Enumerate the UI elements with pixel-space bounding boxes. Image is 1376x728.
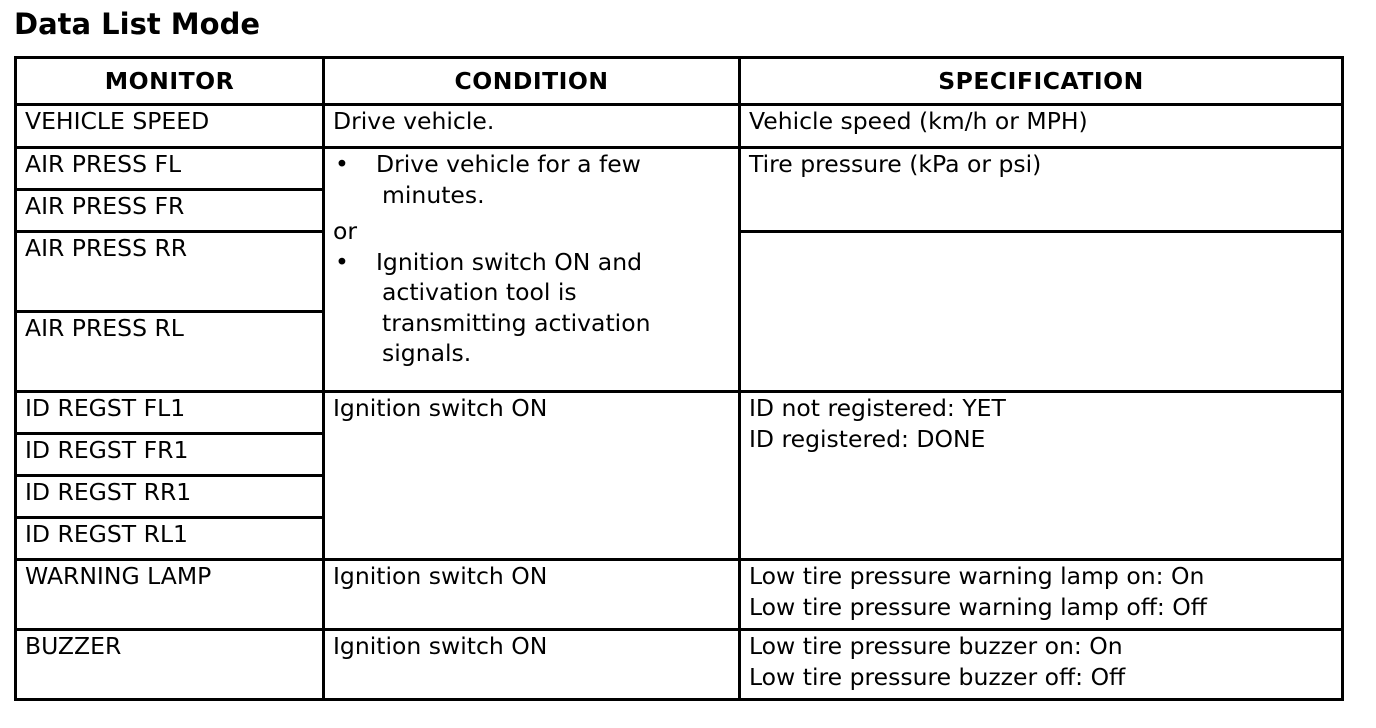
header-monitor: MONITOR <box>16 58 324 105</box>
condition-text: signals. <box>382 339 472 367</box>
spec-text: Low tire pressure buzzer on: On <box>749 632 1123 660</box>
spec-air-press-blank <box>740 232 1343 392</box>
condition-vehicle-speed: Drive vehicle. <box>324 105 740 148</box>
spec-warning-lamp <box>740 560 1343 630</box>
monitor-air-press-fr: AIR PRESS FR <box>16 190 324 232</box>
monitor-id-regst-rr1: ID REGST RR1 <box>16 476 324 518</box>
condition-text: minutes. <box>382 180 485 209</box>
bullet-icon: • <box>335 150 349 178</box>
monitor-air-press-rl: AIR PRESS RL <box>16 312 324 392</box>
condition-text: transmitting activation <box>382 308 651 337</box>
condition-text: activation tool is <box>382 278 577 306</box>
monitor-buzzer: BUZZER <box>16 630 324 700</box>
header-condition: CONDITION <box>324 58 740 105</box>
monitor-warning-lamp: WARNING LAMP <box>16 560 324 630</box>
condition-list <box>333 247 730 369</box>
table-row <box>16 630 1343 700</box>
monitor-air-press-fl: AIR PRESS FL <box>16 148 324 190</box>
spec-id-regst <box>740 392 1343 560</box>
spec-text: ID not registered: YET <box>749 394 1006 422</box>
condition-or: or <box>333 217 358 245</box>
condition-air-press <box>324 148 740 392</box>
header-specification: SPECIFICATION <box>740 58 1343 105</box>
condition-buzzer: Ignition switch ON <box>324 630 740 700</box>
bullet-icon: • <box>335 247 349 276</box>
monitor-id-regst-fl1: ID REGST FL1 <box>16 392 324 434</box>
monitor-air-press-rr: AIR PRESS RR <box>16 232 324 312</box>
list-item <box>333 149 730 210</box>
spec-text: Low tire pressure warning lamp on: On <box>749 562 1205 590</box>
table-header-row <box>16 58 1343 105</box>
spec-text: Low tire pressure buzzer off: Off <box>749 662 1126 691</box>
condition-list <box>333 149 730 210</box>
spec-text: ID registered: DONE <box>749 424 986 453</box>
list-item <box>333 247 730 369</box>
table-row <box>16 148 1343 190</box>
condition-warning-lamp: Ignition switch ON <box>324 560 740 630</box>
monitor-id-regst-fr1: ID REGST FR1 <box>16 434 324 476</box>
condition-text: Ignition switch ON and <box>376 247 643 276</box>
monitor-vehicle-speed: VEHICLE SPEED <box>16 105 324 148</box>
data-list-table <box>14 56 1344 701</box>
monitor-id-regst-rl1: ID REGST RL1 <box>16 518 324 560</box>
table-row <box>16 392 1343 434</box>
page-title: Data List Mode <box>14 7 261 41</box>
spec-vehicle-speed: Vehicle speed (km/h or MPH) <box>740 105 1343 148</box>
spec-air-press: Tire pressure (kPa or psi) <box>740 148 1343 232</box>
table-row <box>16 105 1343 148</box>
spec-buzzer <box>740 630 1343 700</box>
spec-text: Low tire pressure warning lamp off: Off <box>749 592 1207 621</box>
condition-id-regst: Ignition switch ON <box>324 392 740 560</box>
condition-text: Drive vehicle for a few <box>376 150 641 178</box>
table-row <box>16 560 1343 630</box>
